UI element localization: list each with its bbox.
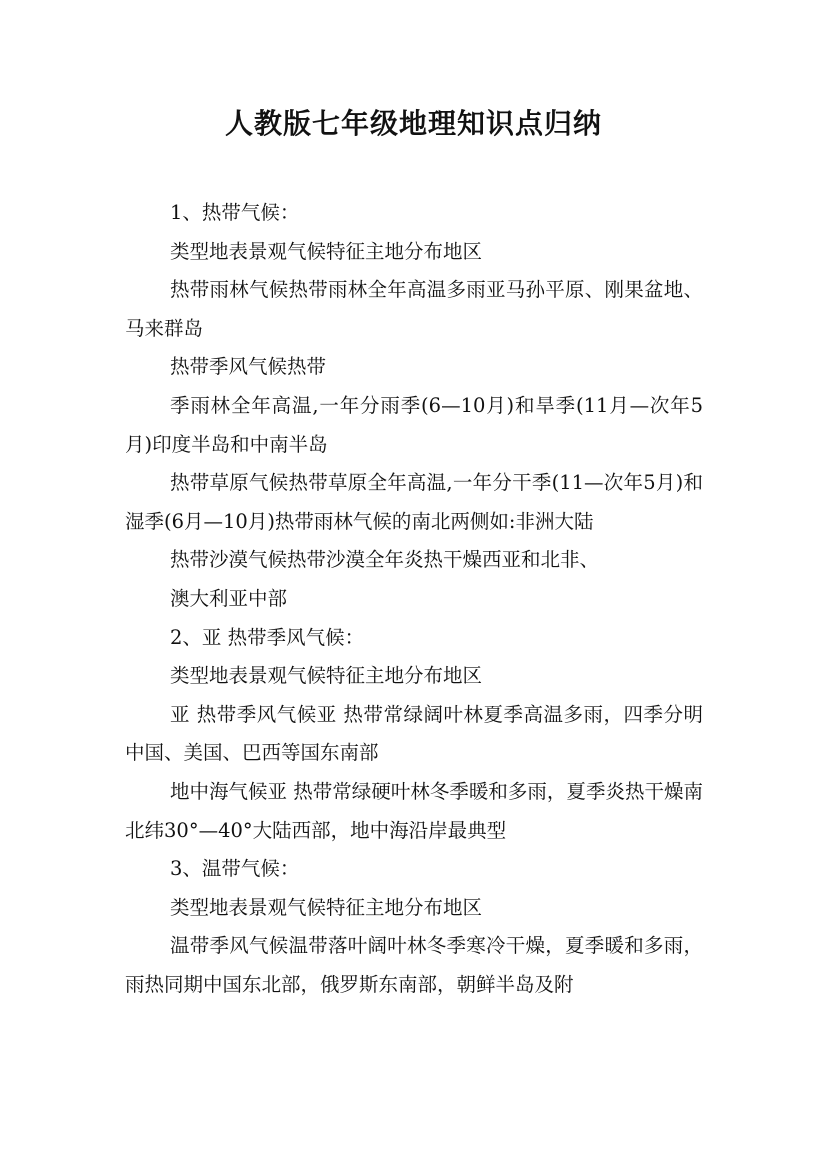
paragraph-savanna-climate: 热带草原气候热带草原全年高温,一年分干季(11—次年5月)和湿季(6月—10月)热带雨林气候的南北两侧如:非洲大陆 [125,471,703,533]
paragraph-mediterranean-climate: 地中海气候亚 热带常绿硬叶林冬季暖和多雨，夏季炎热干燥南北纬30°—40°大陆西部，地中海沿岸最典型 [125,779,703,842]
paragraph-desert-climate: 热带沙漠气候热带沙漠全年炎热干燥西亚和北非、 [170,548,600,572]
paragraph-subtropical-monsoon: 亚 热带季风气候亚 热带常绿阔叶林夏季高温多雨，四季分明中国、美国、巴西等国东南部 [125,702,703,765]
paragraph-heading-tropical: 1、热带气候： [170,201,300,224]
document-title: 人教版七年级地理知识点归纳 [224,107,602,140]
paragraph-table-header: 类型地表景观气候特征主地分布地区 [170,664,483,688]
paragraph-temperate-monsoon: 温带季风气候温带落叶阔叶林冬季寒冷干燥，夏季暖和多雨，雨热同期中国东北部，俄罗斯东南部，朝鲜半岛及附 [125,934,703,996]
paragraph-tropical-monsoon: 热带季风气候热带 [170,355,327,379]
paragraph-desert-australia: 澳大利亚中部 [170,586,288,610]
paragraph-monsoon-forest: 季雨林全年高温,一年分雨季(6—10月)和旱季(11月—次年5月)印度半岛和中南半岛 [125,393,703,456]
paragraph-table-header: 类型地表景观气候特征主地分布地区 [170,895,483,919]
paragraph-rainforest-climate: 热带雨林气候热带雨林全年高温多雨亚马孙平原、刚果盆地、马来群岛 [125,278,703,340]
paragraph-heading-temperate: 3、温带气候： [170,857,300,881]
document-body [125,194,703,1004]
paragraph-table-header: 类型地表景观气候特征主地分布地区 [170,239,483,263]
paragraph-heading-subtropical: 2、亚 热带季风气候： [170,625,365,649]
